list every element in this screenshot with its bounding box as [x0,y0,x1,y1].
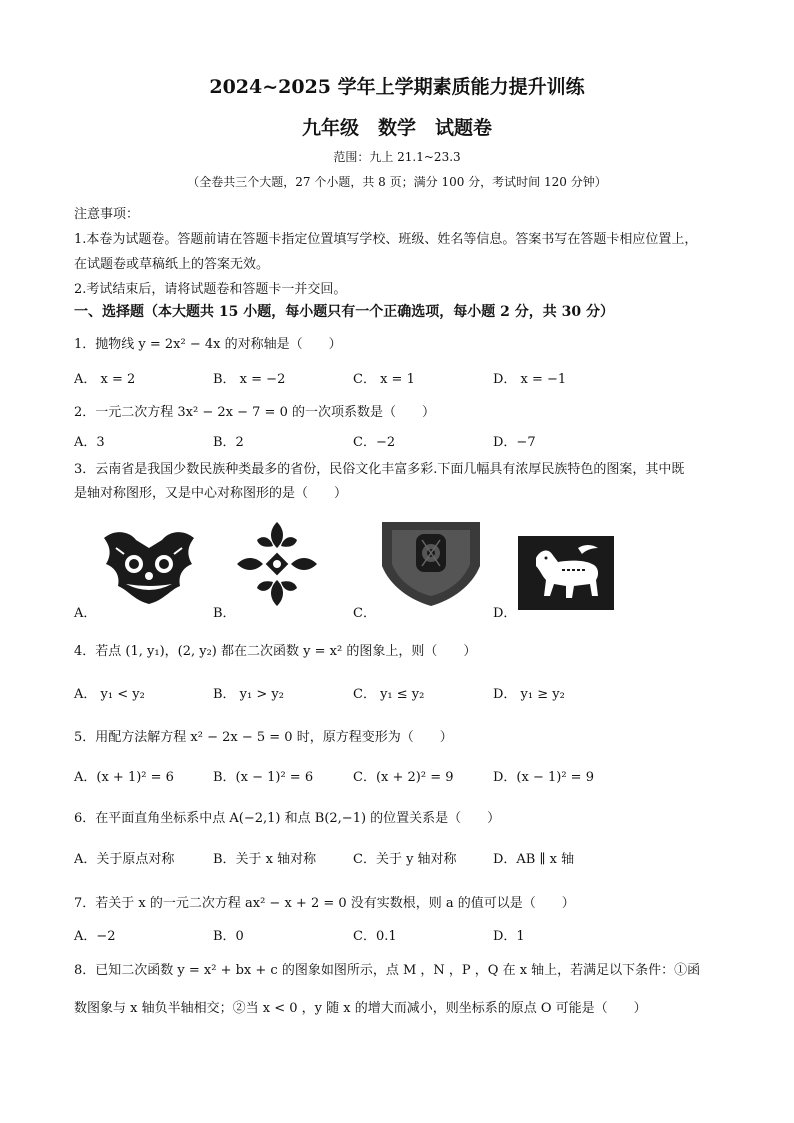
section-heading: 一、选择题（本大题共 15 小题，每小题只有一个正确选项，每小题 2 分，共 30 分） [74,304,614,320]
q6-stem: 6．在平面直角坐标系中点 A(−2,1) 和点 B(2,−1) 的位置关系是（ ） [74,811,501,826]
q3-stem: 3．云南省是我国少数民族种类最多的省份，民俗文化丰富多彩.下面几幅具有浓厚民族特色的图案，其中既 [74,462,685,477]
q6-option-d: D．AB ∥ x 轴 [493,852,575,867]
q1-option-b: B． x = −2 [213,372,286,387]
q5-stem: 5．用配方法解方程 x² − 2x − 5 = 0 时，原方程变形为（ ） [74,730,453,745]
q1-option-d: D． x = −1 [493,372,567,387]
q1-stem: 1．抛物线 y = 2x² − 4x 的对称轴是（ ） [74,337,342,352]
q4-option-c: C． y₁ ≤ y₂ [353,687,425,702]
q4-option-d: D． y₁ ≥ y₂ [493,687,565,702]
q6-option-a: A．关于原点对称 [74,852,175,867]
notes-item-2: 2.考试结束后，请将试题卷和答题卡一并交回。 [74,282,347,297]
q7-option-a: A．−2 [74,929,116,944]
q8-stem: 8．已知二次函数 y = x² + bx + c 的图象如图所示，点 M ，N ，P ，Q 在 x 轴上，若满足以下条件：①函 [74,963,701,978]
notes-item-1: 1.本卷为试题卷。答题前请在答题卡指定位置填写学校、班级、姓名等信息。答案书写在答题卡相应位置上， [74,232,698,247]
q7-stem: 7．若关于 x 的一元二次方程 ax² − x + 2 = 0 没有实数根，则 a 的值可以是（ ） [74,896,575,911]
q2-option-a: A．3 [74,435,105,450]
ethnic-pattern-a-icon [96,524,202,610]
q3-option-a: A． [74,606,97,621]
exam-info: （全卷共三个大题，27 个小题，共 8 页；满分 100 分，考试时间 120 分钟） [187,175,607,189]
q3-option-c: C． [353,606,376,621]
q8-stem-cont: 数图象与 x 轴负半轴相交；②当 x < 0 ，y 随 x 的增大而减小，则坐标系的原点 O 可能是（ ） [74,1001,647,1016]
q4-stem: 4．若点 (1, y₁)，(2, y₂) 都在二次函数 y = x² 的图象上，则（ ） [74,644,477,659]
q6-option-c: C．关于 y 轴对称 [353,852,457,867]
q3-stem-cont: 是轴对称图形，又是中心对称图形的是（ ） [74,486,348,501]
notes-heading: 注意事项： [74,207,140,222]
q5-option-d: D．(x − 1)² = 9 [493,770,594,785]
q5-option-c: C．(x + 2)² = 9 [353,770,454,785]
q2-option-b: B．2 [213,435,244,450]
q4-option-a: A． y₁ < y₂ [74,687,145,702]
ethnic-pattern-d-icon [518,536,614,610]
ethnic-pattern-c-icon [378,516,484,610]
q6-option-b: B．关于 x 轴对称 [213,852,317,867]
notes-item-1-cont: 在试题卷或草稿纸上的答案无效。 [74,257,270,272]
q5-option-b: B．(x − 1)² = 6 [213,770,314,785]
exam-scope: 范围：九上 21.1~23.3 [333,150,461,164]
q4-option-b: B． y₁ > y₂ [213,687,284,702]
q3-option-d: D． [493,606,517,621]
q1-option-c: C． x = 1 [353,372,415,387]
q2-option-c: C．−2 [353,435,396,450]
q1-option-a: A． x = 2 [74,372,136,387]
q7-option-b: B．0 [213,929,244,944]
ethnic-pattern-b-icon [233,518,321,610]
q3-option-b: B． [213,606,236,621]
exam-subtitle: 九年级 数学 试题卷 [301,117,492,139]
exam-title: 2024~2025 学年上学期素质能力提升训练 [209,76,585,98]
q7-option-d: D．1 [493,929,525,944]
q2-option-d: D．−7 [493,435,536,450]
q7-option-c: C．0.1 [353,929,397,944]
q5-option-a: A．(x + 1)² = 6 [74,770,174,785]
q2-stem: 2．一元二次方程 3x² − 2x − 7 = 0 的一次项系数是（ ） [74,405,435,420]
